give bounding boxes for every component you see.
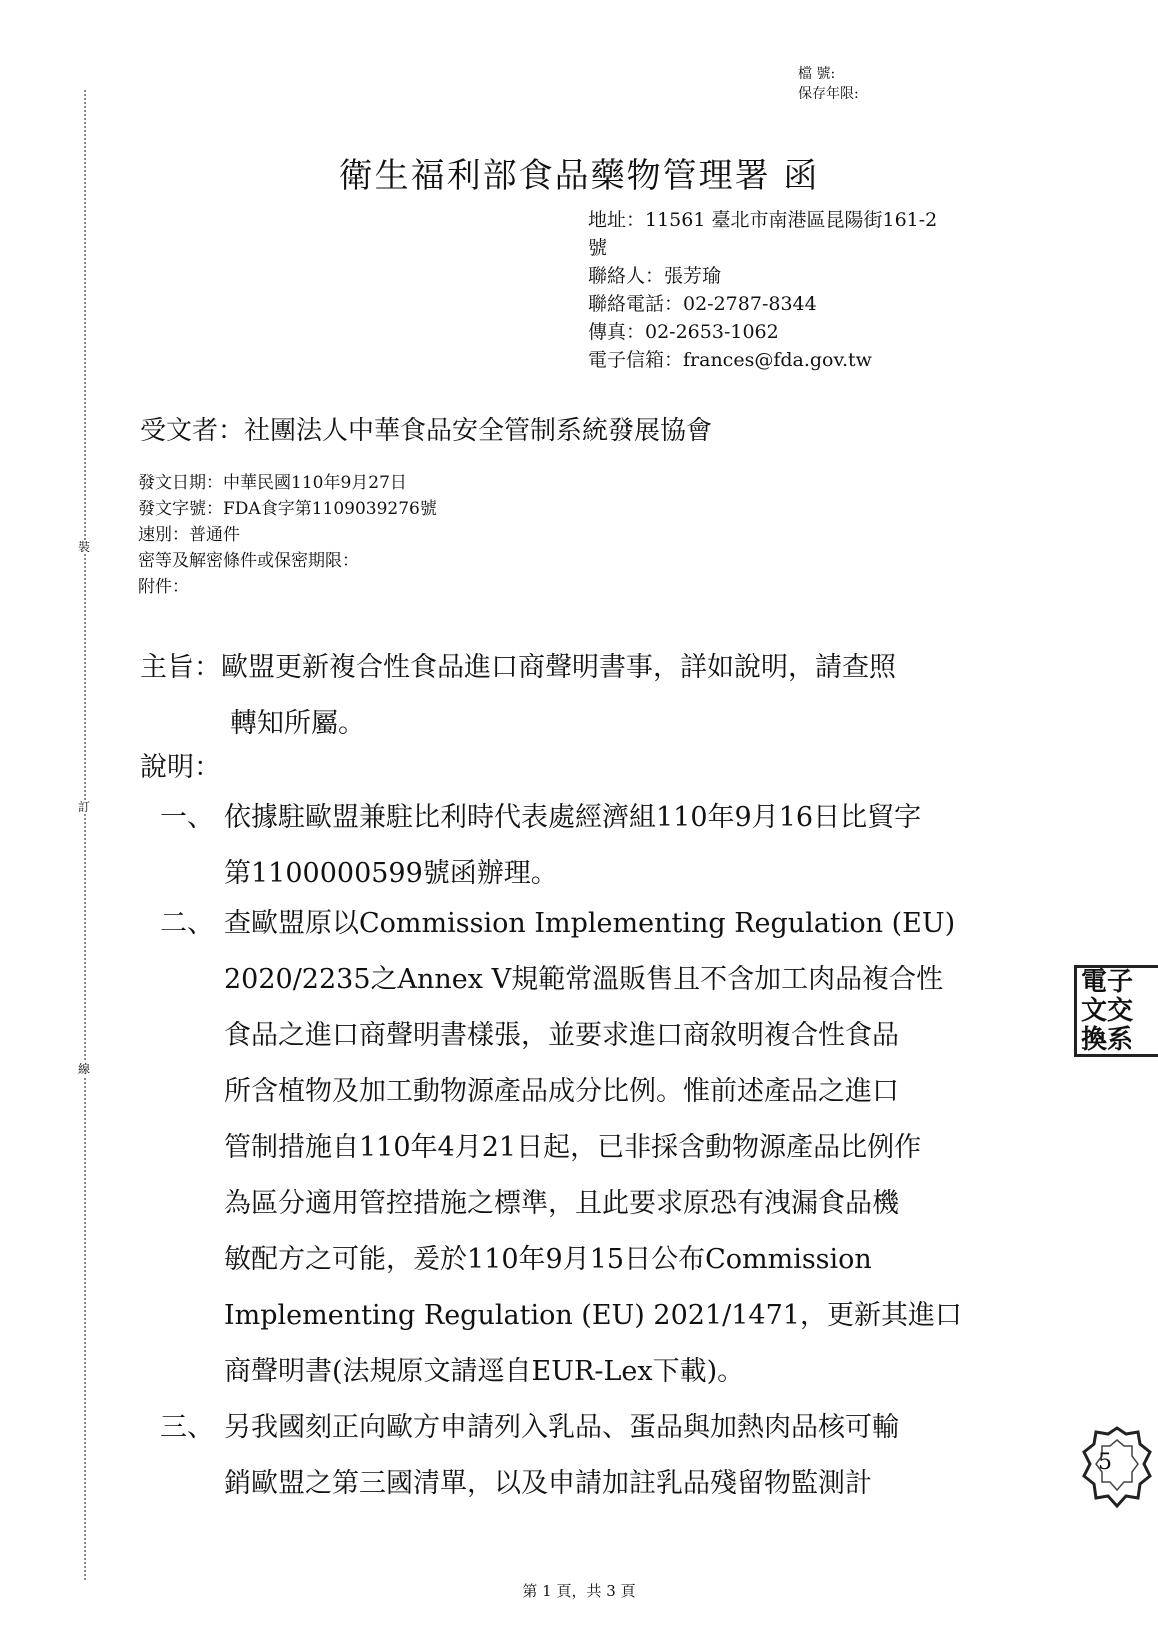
subject-line-2: 轉知所屬。	[230, 708, 365, 739]
seal-icon	[1082, 1424, 1152, 1510]
binding-mark-staple: 訂	[78, 800, 91, 814]
subject	[140, 640, 1020, 752]
item-line: Implementing Regulation (EU) 2021/1471，更新其進口	[224, 1300, 962, 1331]
retention-label: 保存年限:	[798, 86, 859, 102]
binding-line	[84, 90, 86, 1580]
binding-mark-cut: 線	[78, 1062, 91, 1076]
item-line: 商聲明書(法規原文請逕自EUR-Lex下載)。	[224, 1356, 745, 1387]
delivery-speed: 速別：普通件	[138, 525, 240, 545]
document-meta	[138, 470, 437, 600]
item-line: 銷歐盟之第三國清單，以及申請加註乳品殘留物監測計	[224, 1468, 872, 1499]
item-line: 查歐盟原以Commission Implementing Regulation (EU)	[224, 908, 956, 939]
secrecy-level: 密等及解密條件或保密期限：	[138, 551, 359, 571]
item-number: 三、	[160, 1412, 214, 1443]
stamp-line-2: 文交	[1081, 996, 1134, 1026]
stamp-line-1: 電子	[1081, 967, 1134, 997]
recipient: 受文者：社團法人中華食品安全管制系統發展協會	[140, 416, 713, 446]
item-number: 一、	[160, 802, 214, 833]
explanation-item-2	[160, 896, 1010, 1400]
document-number: 發文字號：FDA食字第1109039276號	[138, 499, 437, 519]
stamp-line-3: 換系	[1081, 1025, 1134, 1055]
sender-address-cont: 號	[588, 237, 608, 259]
page-footer: 第 1 頁，共 3 頁	[522, 1582, 636, 1600]
item-line: 管制措施自110年4月21日起，已非採含動物源產品比例作	[224, 1132, 922, 1163]
sender-address: 地址：11561 臺北市南港區昆陽街161-2	[588, 209, 938, 231]
seal-number: 5	[1098, 1450, 1112, 1475]
subject-line-1: 主旨：歐盟更新複合性食品進口商聲明書事，詳如說明，請查照	[140, 652, 896, 683]
explanation-item-3	[160, 1400, 1010, 1512]
archive-label: 檔 號:	[798, 66, 836, 82]
item-line: 所含植物及加工動物源產品成分比例。惟前述產品之進口	[224, 1076, 899, 1107]
item-line: 另我國刻正向歐方申請列入乳品、蛋品與加熱肉品核可輸	[224, 1412, 899, 1443]
sender-contact: 聯絡人：張芳瑜	[588, 265, 722, 287]
item-line: 為區分適用管控措施之標準，且此要求原恐有洩漏食品機	[224, 1188, 899, 1219]
sender-email: 電子信箱：frances@fda.gov.tw	[588, 349, 872, 371]
binding-mark-bind: 裝	[78, 540, 91, 554]
attachments: 附件：	[138, 577, 189, 597]
explanation-item-1	[160, 790, 1010, 902]
item-line: 敏配方之可能，爰於110年9月15日公布Commission	[224, 1244, 872, 1275]
issue-date: 發文日期：中華民國110年9月27日	[138, 473, 407, 493]
document-title: 衛生福利部食品藥物管理署 函	[338, 156, 820, 196]
item-line: 食品之進口商聲明書樣張，並要求進口商敘明複合性食品	[224, 1020, 899, 1051]
item-line: 2020/2235之Annex V規範常溫販售且不含加工肉品複合性	[224, 964, 944, 995]
item-line: 依據駐歐盟兼駐比利時代表處經濟組110年9月16日比貿字	[224, 802, 922, 833]
sender-phone: 聯絡電話：02-2787-8344	[588, 293, 817, 315]
file-info	[798, 64, 859, 104]
electronic-exchange-stamp	[1074, 965, 1158, 1057]
explanation-heading: 說明：	[140, 752, 221, 783]
item-line: 第1100000599號函辦理。	[224, 858, 558, 889]
item-number: 二、	[160, 908, 214, 939]
sender-fax: 傳真：02-2653-1062	[588, 321, 779, 343]
sender-info	[588, 206, 1008, 374]
